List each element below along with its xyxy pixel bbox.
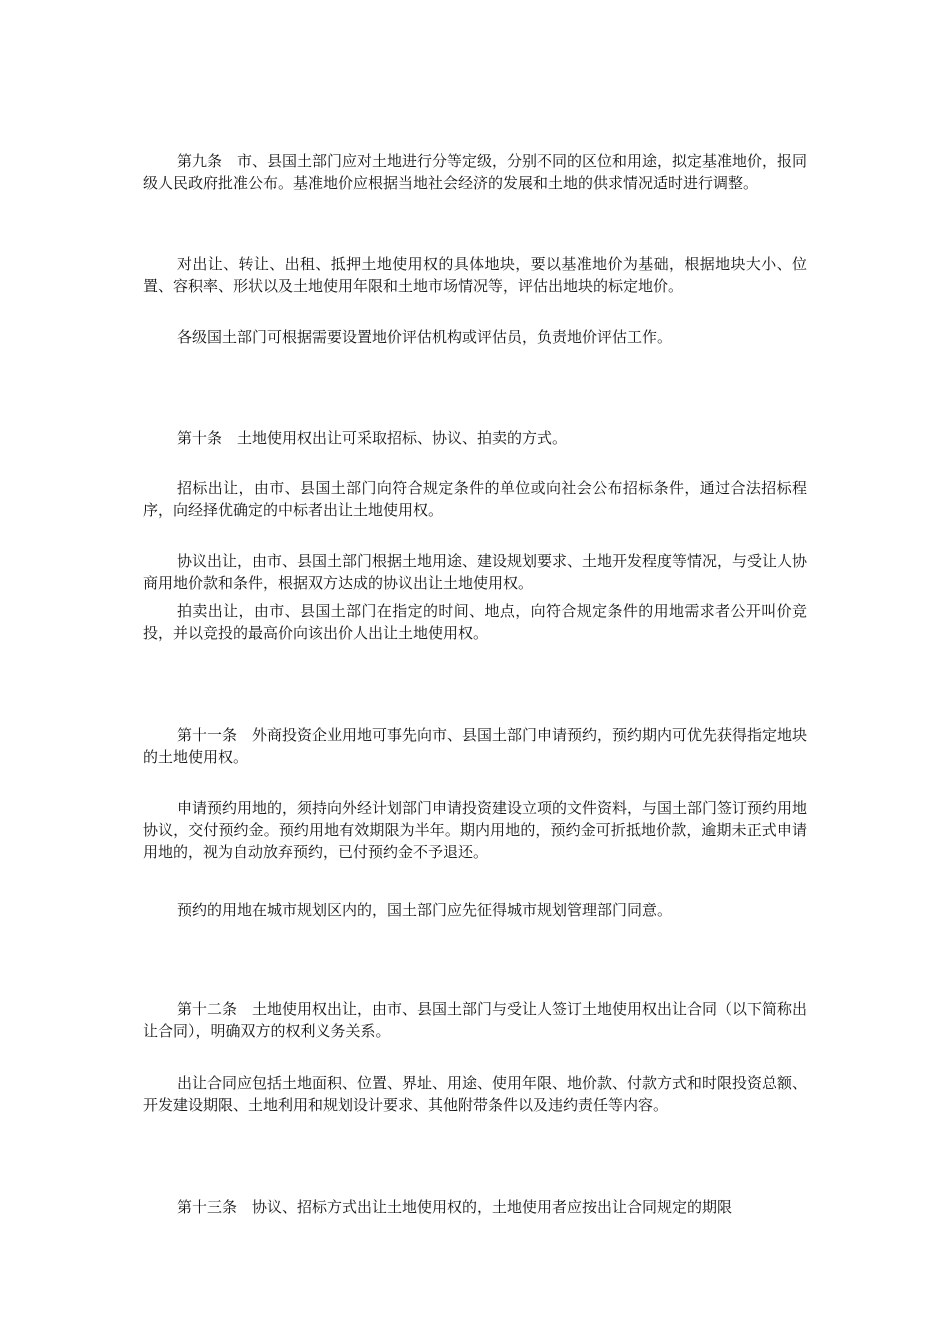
article-10-agreement-paragraph: 协议出让，由市、县国土部门根据土地用途、建设规划要求、土地开发程度等情况，与受让人协商用地价款和条件，根据双方达成的协议出让土地使用权。: [143, 552, 808, 592]
article-9-agency-paragraph: 各级国土部门可根据需要设置地价评估机构或评估员，负责地价评估工作。: [177, 328, 673, 346]
article-9-paragraph: 第九条 市、县国土部门应对土地进行分等定级，分别不同的区位和用途，拟定基准地价，报同级人民政府批准公布。基准地价应根据当地社会经济的发展和土地的供求情况适时进行调整。: [143, 152, 808, 192]
article-10-tender-paragraph: 招标出让，由市、县国土部门向符合规定条件的单位或向社会公布招标条件，通过合法招标程序，向经择优确定的中标者出让土地使用权。: [143, 479, 807, 519]
article-11-planning-paragraph: 预约的用地在城市规划区内的，国土部门应先征得城市规划管理部门同意。: [177, 901, 673, 919]
article-12-paragraph: 第十二条 土地使用权出让，由市、县国土部门与受让人签订土地使用权出让合同（以下简称出让合同），明确双方的权利义务关系。: [143, 1000, 808, 1040]
article-10-auction-paragraph: 拍卖出让，由市、县国土部门在指定的时间、地点，向符合规定条件的用地需求者公开叫价竞投，并以竞投的最高价向该出价人出让土地使用权。: [143, 602, 807, 642]
article-11-application-paragraph: 申请预约用地的，须持向外经计划部门申请投资建设立项的文件资料，与国土部门签订预约用地协议，交付预约金。预约用地有效期限为半年。期内用地的，预约金可折抵地价款，逾期未正式申请用地的，视为自动放弃预约，已付预约金不予退还。: [143, 799, 808, 861]
article-10-paragraph: 第十条 土地使用权出让可采取招标、协议、拍卖的方式。: [177, 429, 568, 447]
article-11-paragraph: 第十一条 外商投资企业用地可事先向市、县国土部门申请预约，预约期内可优先获得指定地块的土地使用权。: [143, 726, 808, 766]
article-13-paragraph: 第十三条 协议、招标方式出让土地使用权的，土地使用者应按出让合同规定的期限: [177, 1198, 733, 1216]
article-12-contract-paragraph: 出让合同应包括土地面积、位置、界址、用途、使用年限、地价款、付款方式和时限投资总额、开发建设期限、土地利用和规划设计要求、其他附带条件以及违约责任等内容。: [143, 1074, 808, 1114]
article-9-appraisal-paragraph: 对出让、转让、出租、抵押土地使用权的具体地块，要以基准地价为基础，根据地块大小、位置、容积率、形状以及土地使用年限和土地市场情况等，评估出地块的标定地价。: [143, 255, 807, 295]
